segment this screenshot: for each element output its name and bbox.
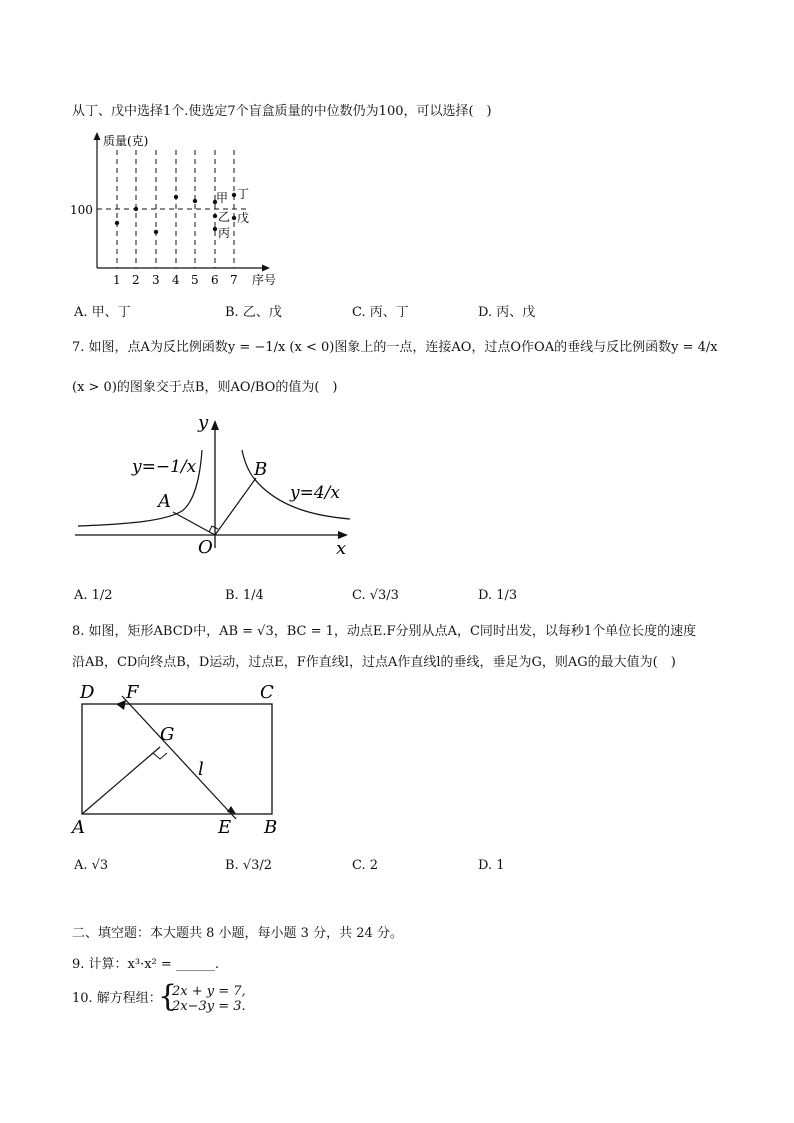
point-7-wu: [232, 216, 236, 220]
right-angle-mark: [209, 526, 218, 532]
point-c-label: C: [260, 682, 274, 703]
q9-stem: 9. 计算：x³·x² = ______.: [72, 957, 220, 972]
q7-stem-line2: (x > 0)的图象交于点B，则AO/BO的值为( ): [72, 380, 338, 395]
left-function-label: y=−1/x: [132, 457, 197, 477]
q7-option-c[interactable]: C. √3/3: [352, 588, 399, 603]
point-b-label: B: [264, 817, 278, 838]
label-yi: 乙: [218, 210, 231, 224]
y-axis-label: y: [198, 412, 209, 433]
x-tick-2: 2: [132, 273, 140, 287]
point-g-label: G: [160, 724, 175, 745]
point-a-label: A: [158, 491, 171, 512]
q6-option-c[interactable]: C. 丙、丁: [352, 305, 409, 320]
point-e-label: E: [218, 817, 232, 838]
segment-ob: [215, 478, 256, 535]
q6-option-d[interactable]: D. 丙、戊: [478, 305, 536, 320]
q8-rectangle-figure: [70, 680, 290, 840]
q6-stem: 从丁、戊中选择1个.使选定7个盲盒质量的中位数仍为100，可以选择( ): [72, 104, 492, 119]
label-bing: 丙: [218, 226, 231, 240]
label-jia: 甲: [216, 191, 229, 205]
point-6-yi: [213, 214, 217, 218]
segment-ag: [82, 747, 160, 814]
y-tick-100: 100: [70, 203, 93, 217]
point-5: [193, 199, 197, 203]
q8-option-a[interactable]: A. √3: [74, 858, 109, 873]
rectangle-abcd: [82, 704, 272, 814]
right-angle-mark-g: [153, 753, 167, 759]
point-a-label: A: [72, 817, 85, 838]
label-wu: 戊: [237, 211, 250, 225]
x-axis-label: x: [336, 538, 347, 558]
x-tick-4: 4: [172, 273, 180, 287]
q8-stem-line2: 沿AB，CD向终点B，D运动，过点E，F作直线l，过点A作直线l的垂线，垂足为G，则AG的最大值为( ): [72, 655, 676, 670]
point-f-label: F: [126, 682, 139, 703]
q7-hyperbola-figure: [70, 408, 360, 558]
y-axis-label: 质量(克): [103, 134, 149, 148]
q10-brace: {: [158, 979, 178, 1014]
q7-option-d[interactable]: D. 1/3: [478, 588, 518, 603]
line-l: [122, 696, 236, 819]
label-ding: 丁: [237, 187, 250, 201]
x-tick-7: 7: [230, 273, 238, 287]
point-6-bing: [213, 227, 217, 231]
q6-option-b[interactable]: B. 乙、戊: [225, 305, 282, 320]
q10-prefix: 10. 解方程组：: [72, 991, 162, 1006]
q8-option-b[interactable]: B. √3/2: [225, 858, 273, 873]
x-axis-arrow: [262, 265, 270, 272]
q10-equation-2: 2x−3y = 3.: [172, 999, 246, 1014]
x-tick-1: 1: [113, 273, 121, 287]
point-b-label: B: [254, 459, 268, 480]
q8-option-c[interactable]: C. 2: [352, 858, 379, 873]
point-4: [174, 195, 178, 199]
origin-label: O: [198, 537, 213, 558]
arrow-on-e: [227, 806, 236, 814]
q6-scatter-chart: [70, 128, 290, 290]
x-tick-5: 5: [191, 273, 199, 287]
q7-option-b[interactable]: B. 1/4: [225, 588, 264, 603]
q7-stem-line1: 7. 如图，点A为反比例函数y = −1/x (x < 0)图象上的一点，连接AO，过点O作OA的垂线与反比例函数y = 4/x: [72, 340, 718, 355]
q8-option-d[interactable]: D. 1: [478, 858, 505, 873]
right-function-label: y=4/x: [290, 483, 340, 503]
q7-option-a[interactable]: A. 1/2: [74, 588, 113, 603]
section-heading: 二、填空题：本大题共 8 小题，每小题 3 分，共 24 分。: [72, 926, 403, 941]
q8-stem-line1: 8. 如图，矩形ABCD中，AB = √3，BC = 1，动点E.F分别从点A，C同时出发，以每秒1个单位长度的速度: [72, 624, 697, 639]
line-l-label: l: [198, 759, 204, 780]
q10-equation-1: 2x + y = 7,: [172, 984, 246, 999]
point-d-label: D: [80, 682, 95, 703]
point-2: [134, 207, 138, 211]
x-axis-label: 序号: [252, 273, 277, 287]
point-3: [154, 230, 158, 234]
y-axis-arrow: [94, 132, 101, 140]
point-7-ding: [232, 193, 236, 197]
arrow-on-f: [116, 700, 126, 710]
x-tick-3: 3: [152, 273, 160, 287]
q6-option-a[interactable]: A. 甲、丁: [74, 305, 131, 320]
y-axis-arrow: [211, 420, 219, 430]
point-1: [115, 221, 119, 225]
x-tick-6: 6: [211, 273, 219, 287]
